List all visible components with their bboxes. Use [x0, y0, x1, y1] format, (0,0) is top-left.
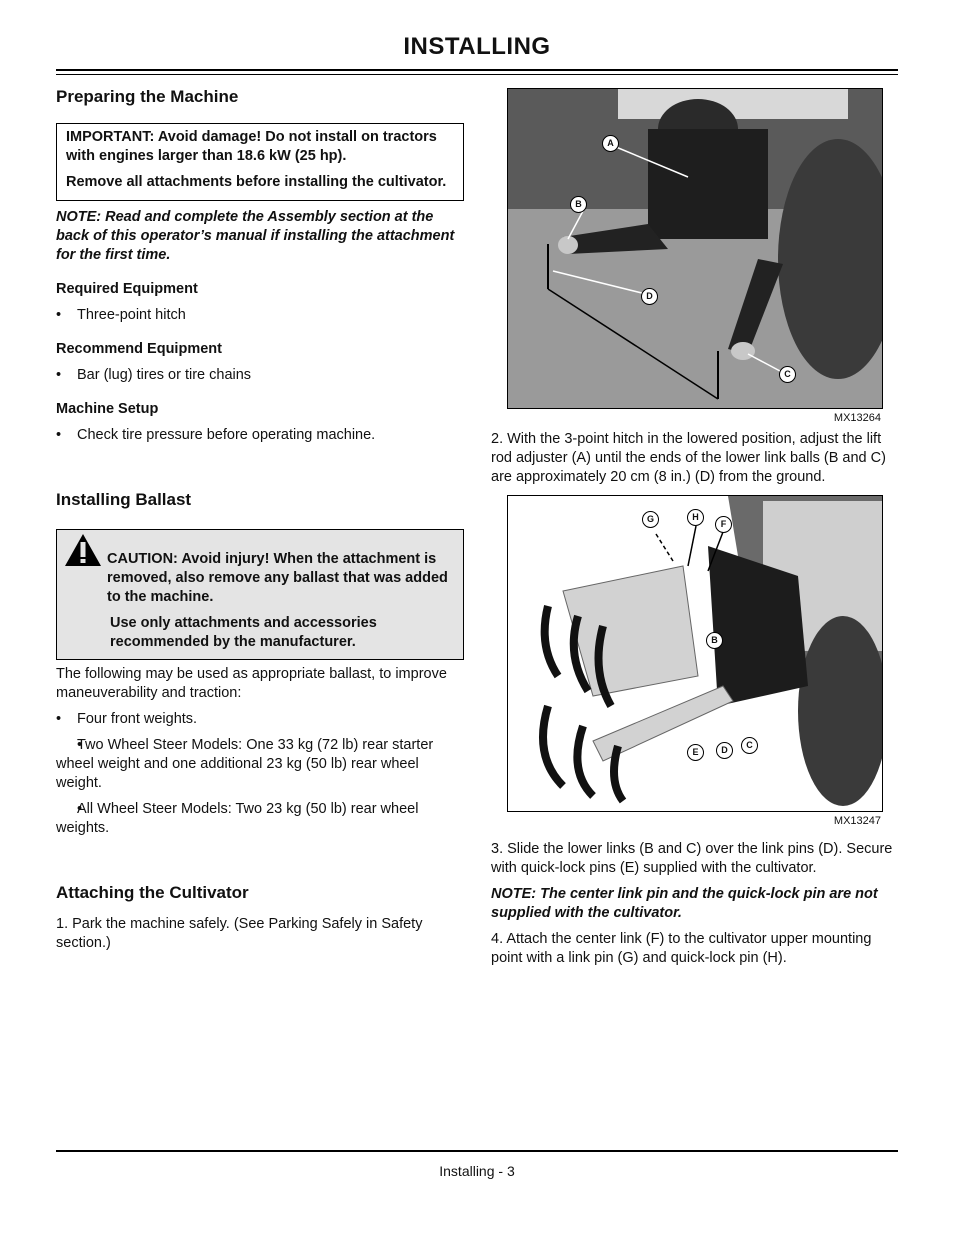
- callout-h: H: [687, 509, 704, 526]
- step-2: 2. With the 3-point hitch in the lowered position, adjust the lift rod adjuster (A) until the ends of the lower link balls (B and C) are approximately 20 cm (8 in.) (D) from the ground.: [491, 431, 886, 485]
- footer-rule: [56, 1150, 898, 1152]
- figure-code: MX13264: [833, 412, 881, 424]
- attaching-heading: Attaching the Cultivator: [56, 883, 249, 902]
- hitch-illustration: [508, 89, 882, 408]
- caution-text: CAUTION: Avoid injury! When the attachment is removed, also remove any ballast that was added to the machine.: [107, 551, 448, 605]
- callout-e: E: [687, 744, 704, 761]
- callout-d2: D: [716, 742, 733, 759]
- callout-c: C: [779, 366, 796, 383]
- machine-setup-item: • Check tire pressure before operating machine.: [56, 426, 464, 445]
- callout-d: D: [641, 288, 658, 305]
- header-rule-thin: [56, 74, 898, 75]
- figure-code-2: MX13247: [833, 815, 881, 827]
- required-equipment-heading: Required Equipment: [56, 281, 198, 297]
- machine-setup-heading: Machine Setup: [56, 401, 159, 417]
- ballast-item: • Four front weights.: [56, 710, 464, 729]
- callout-f: F: [715, 516, 732, 533]
- right-column: [491, 88, 901, 968]
- ballast-item: • Two Wheel Steer Models: One 33 kg (72 lb) rear starter wheel weight and one additional 23 kg (50 lb) rear wheel weight.: [56, 736, 464, 793]
- figure-cultivator-attached: [507, 495, 883, 812]
- recommend-equipment-item: • Bar (lug) tires or tire chains: [56, 366, 464, 385]
- callout-a: A: [602, 135, 619, 152]
- pins-note: NOTE: The center link pin and the quick-lock pin are not supplied with the cultivator.: [491, 886, 878, 921]
- important-text: IMPORTANT: Avoid damage! Do not install on tractors with engines larger than 18.6 kW (25 hp).: [66, 129, 437, 164]
- ballast-item: • All Wheel Steer Models: Two 23 kg (50 lb) rear wheel weights.: [56, 800, 464, 838]
- cultivator-illustration: [508, 496, 882, 811]
- callout-b: B: [570, 196, 587, 213]
- callout-g: G: [642, 511, 659, 528]
- page-footer: Installing - 3: [439, 1163, 515, 1179]
- important-box: [56, 123, 464, 201]
- assembly-note: NOTE: Read and complete the Assembly section at the back of this operator’s manual if installing the attachment for the first time.: [56, 209, 455, 263]
- step-1: 1. Park the machine safely. (See Parking Safely in Safety section.): [56, 916, 423, 951]
- callout-c2: C: [741, 737, 758, 754]
- step-3: 3. Slide the lower links (B and C) over the link pins (D). Secure with quick-lock pins (E) supplied with the cultivator.: [491, 841, 893, 876]
- step-4: 4. Attach the center link (F) to the cultivator upper mounting point with a link pin (G) and quick-lock pin (H).: [491, 931, 872, 966]
- ballast-intro: The following may be used as appropriate ballast, to improve maneuverability and traction:: [56, 666, 447, 701]
- figure-hitch-lowered: [507, 88, 883, 409]
- warning-icon: [63, 532, 103, 574]
- left-column: [56, 86, 464, 953]
- page-title: INSTALLING: [403, 33, 551, 60]
- caution-text-2: Use only attachments and accessories recommended by the manufacturer.: [110, 615, 377, 650]
- callout-b2: B: [706, 632, 723, 649]
- ballast-heading: Installing Ballast: [56, 490, 192, 509]
- preparing-heading: Preparing the Machine: [56, 87, 239, 106]
- recommend-equipment-heading: Recommend Equipment: [56, 341, 222, 357]
- important-text-2: Remove all attachments before installing the cultivator.: [66, 174, 447, 190]
- caution-box: [56, 529, 464, 660]
- header-rule: [56, 69, 898, 71]
- required-equipment-item: • Three-point hitch: [56, 306, 464, 325]
